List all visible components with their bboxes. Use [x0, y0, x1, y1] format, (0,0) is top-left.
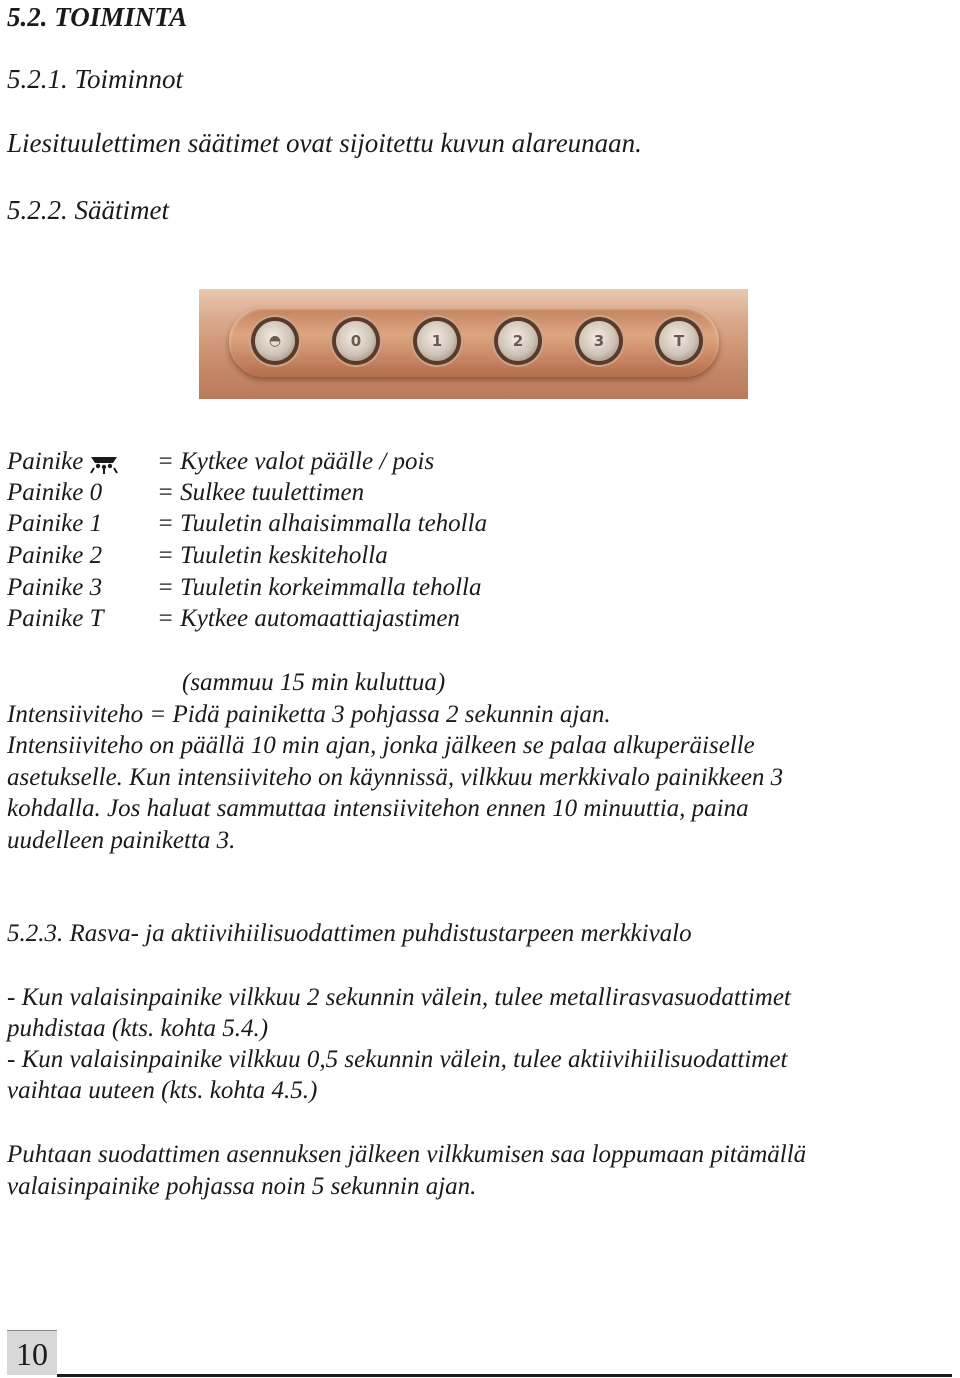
- button-row-label: Painike 2: [7, 542, 103, 569]
- subheading-functions: 5.2.1. Toiminnot: [7, 64, 184, 94]
- intro-text: Liesituulettimen säätimet ovat sijoitettu kuvun alareunaan.: [7, 128, 642, 158]
- button-t: T: [659, 321, 699, 361]
- filter-line: - Kun valaisinpainike vilkkuu 0,5 sekunnin välein, tulee aktiivihiilisuodattimet: [7, 1046, 788, 1073]
- filter-line: - Kun valaisinpainike vilkkuu 2 sekunnin välein, tulee metallirasvasuodattimet: [7, 984, 791, 1011]
- button-strip: [229, 307, 719, 377]
- control-panel-photo: [199, 289, 748, 399]
- page-number: 10: [16, 1336, 48, 1372]
- filter-line: vaihtaa uuteen (kts. kohta 4.5.): [7, 1077, 318, 1104]
- button-3: 3: [579, 321, 619, 361]
- button-row-desc: = Kytkee valot päälle / pois: [157, 448, 435, 475]
- button-row-desc: = Tuuletin keskiteholla: [157, 542, 388, 569]
- footer-rule: [57, 1374, 952, 1377]
- button-row-lamp: [7, 446, 434, 478]
- intensive-line: uudelleen painiketta 3.: [7, 827, 236, 854]
- lamp-button-icon: ◓: [255, 321, 295, 361]
- button-row-label: Painike 3: [7, 574, 103, 601]
- button-row-1: [7, 508, 487, 540]
- button-row-label: Painike T: [7, 605, 104, 632]
- button-row-t-note: [7, 635, 445, 699]
- intensive-line: Intensiiviteho on päällä 10 min ajan, jonka jälkeen se palaa alkuperäiselle: [7, 732, 755, 759]
- subheading-controls: 5.2.2. Säätimet: [7, 195, 169, 225]
- button-row-3: [7, 572, 481, 604]
- button-row-desc: = Tuuletin alhaisimmalla teholla: [157, 510, 488, 537]
- button-row-desc: = Kytkee automaattiajastimen: [157, 605, 460, 632]
- button-0: 0: [336, 321, 376, 361]
- button-2: 2: [498, 321, 538, 361]
- button-row-label: Painike: [7, 446, 157, 478]
- intensive-line: Intensiiviteho = Pidä painiketta 3 pohjassa 2 sekunnin ajan.: [7, 701, 611, 728]
- subheading-filter: 5.2.3. Rasva- ja aktiivihiilisuodattimen puhdistustarpeen merkkivalo: [7, 920, 692, 947]
- page-number-box: [7, 1330, 57, 1375]
- button-1: 1: [417, 321, 457, 361]
- button-row-0: [7, 477, 364, 509]
- reset-line: valaisinpainike pohjassa noin 5 sekunnin ajan.: [7, 1173, 477, 1200]
- button-row-label: Painike 1: [7, 510, 103, 537]
- intensive-line: asetukselle. Kun intensiiviteho on käynnissä, vilkkuu merkkivalo painikkeen 3: [7, 764, 784, 791]
- button-row-desc: = Sulkee tuulettimen: [157, 479, 365, 506]
- section-heading: 5.2. TOIMINTA: [7, 2, 188, 32]
- button-row-desc: (sammuu 15 min kuluttua): [169, 669, 446, 696]
- button-row-desc: = Tuuletin korkeimmalla teholla: [157, 574, 482, 601]
- button-row-t: [7, 603, 460, 635]
- button-row-label: Painike 0: [7, 479, 103, 506]
- reset-line: Puhtaan suodattimen asennuksen jälkeen vilkkumisen saa loppumaan pitämällä: [7, 1141, 807, 1168]
- filter-line: puhdistaa (kts. kohta 5.4.): [7, 1015, 269, 1042]
- button-row-2: [7, 540, 388, 572]
- lamp-icon: [87, 452, 121, 474]
- intensive-line: kohdalla. Jos haluat sammuttaa intensiivitehon ennen 10 minuuttia, paina: [7, 795, 749, 822]
